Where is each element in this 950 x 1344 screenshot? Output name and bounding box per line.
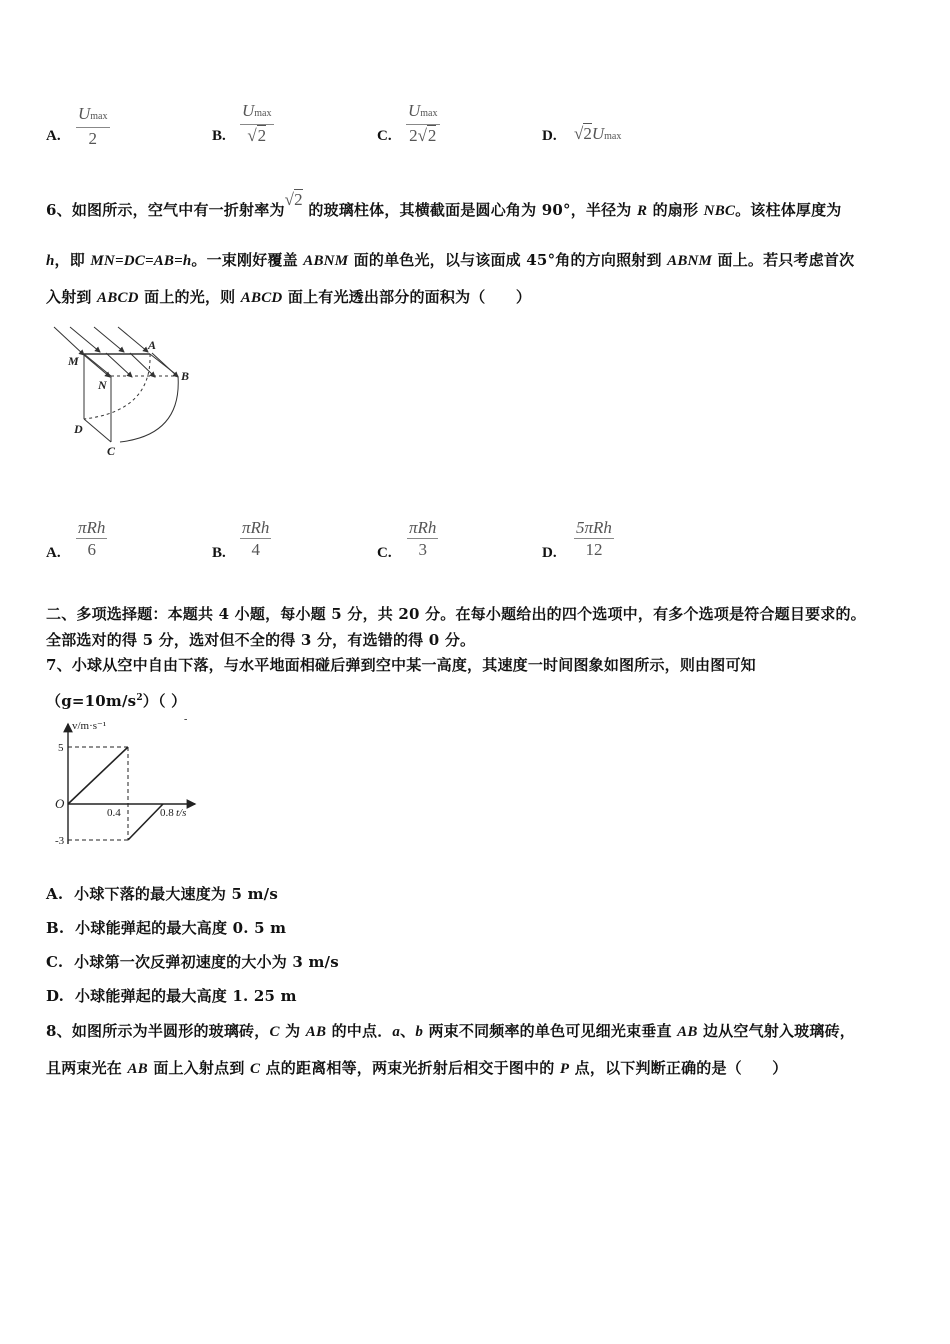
q8-line-1: 8、如图所示为半圆形的玻璃砖，C 为 AB 的中点．a、b 两束不同频率的单色可见细光束垂直 AB 边从空气射入玻璃砖，: [46, 1022, 855, 1040]
q8-line-2: 且两束光在 AB 面上入射点到 C 点的距离相等，两束光折射后相交于图中的 P 点，以下判断正确的是（ ）: [46, 1059, 788, 1077]
label-m: M: [68, 354, 79, 368]
label-c: C: [107, 444, 116, 458]
q5-option-d-label: D.: [542, 128, 557, 144]
q5-option-a-math: Umax 2: [78, 104, 108, 148]
q5-option-c-label: C.: [377, 128, 392, 144]
svg-text:-: -: [184, 714, 188, 725]
q7-option-b: B. 小球能弹起的最大高度 0. 5 m: [46, 919, 287, 937]
section2-instructions-line-1: 二、多项选择题：本题共 4 小题，每小题 5 分，共 20 分。在每小题给出的四个选项中，有多个选项是符合题目要求的。: [46, 605, 866, 623]
q6-option-b-label: B.: [212, 545, 226, 561]
section2-instructions-line-2: 全部选对的得 5 分，选对但不全的得 3 分，有选错的得 0 分。: [46, 631, 476, 649]
bounce-segment: [128, 804, 163, 840]
x-axis-label: t/s: [176, 807, 187, 819]
q6-line-3: 入射到 ABCD 面上的光，则 ABCD 面上有光透出部分的面积为（ ）: [46, 288, 532, 306]
svg-text:-3: -3: [55, 835, 65, 847]
label-a: A: [148, 338, 157, 352]
fall-segment: [68, 747, 128, 804]
q6-option-b-math: πRh 4: [242, 518, 270, 559]
label-b: B: [181, 369, 190, 383]
q5-option-c-math: Umax 2√2: [408, 101, 438, 145]
q7-velocity-time-chart: [50, 712, 210, 857]
svg-text:O: O: [55, 796, 65, 811]
q6-option-c-math: πRh 3: [409, 518, 437, 559]
q6-option-c-label: C.: [377, 545, 392, 561]
q6-option-a-label: A.: [46, 545, 61, 561]
q7-line-1: 7、小球从空中自由下落，与水平地面相碰后弹到空中某一高度，其速度一时间图象如图所示，则由图可知: [46, 656, 756, 674]
q5-option-b-label: B.: [212, 128, 226, 144]
q6-line-1: 6、如图所示，空气中有一折射率为√2 的玻璃柱体，其横截面是圆心角为 90°，半径为 R 的扇形 NBC。该柱体厚度为: [46, 190, 842, 219]
q6-option-d-math: 5πRh 12: [576, 518, 612, 559]
q7-line-2: $(g=10m/s^2)$（ ）: [46, 692, 187, 710]
q5-option-b-math: Umax √2: [242, 101, 272, 145]
q5-option-a-label: A.: [46, 128, 61, 144]
q6-option-a-math: πRh 6: [78, 518, 106, 559]
q6-glass-prism-figure: [40, 315, 210, 465]
label-d: D: [74, 422, 83, 436]
label-n: N: [98, 378, 107, 392]
q5-option-d-math: √2Umax: [574, 124, 622, 143]
q6-option-d-label: D.: [542, 545, 557, 561]
y-axis-label: v/m·s⁻¹: [72, 720, 107, 732]
svg-text:0.4: 0.4: [107, 807, 121, 819]
q7-option-d: D. 小球能弹起的最大高度 1. 25 m: [46, 987, 297, 1005]
q7-option-a: A. 小球下落的最大速度为 5 m/s: [46, 885, 279, 903]
svg-text:0.8: 0.8: [160, 807, 174, 819]
q7-option-c: C. 小球第一次反弹初速度的大小为 3 m/s: [46, 953, 339, 971]
q6-line-2: h，即 MN=DC=AB=h。一束刚好覆盖 ABNM 面的单色光，以与该面成 45°角的方向照射到 ABNM 面上。若只考虑首次: [46, 251, 855, 269]
svg-text:5: 5: [58, 742, 64, 754]
